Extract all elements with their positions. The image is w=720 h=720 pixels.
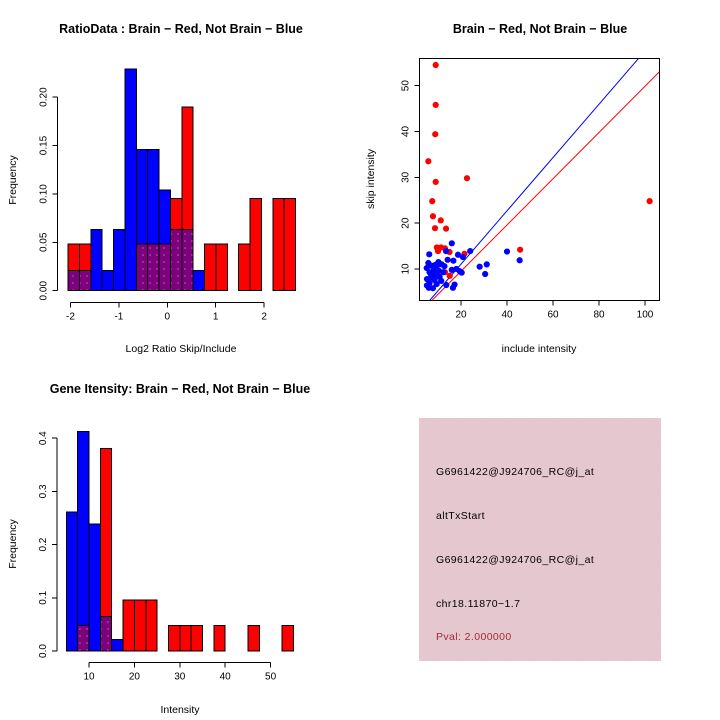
red-scatter-point [438, 217, 444, 223]
red-histogram-bar [146, 600, 157, 651]
x-tick-label: 0 [164, 311, 171, 323]
y-tick-label: 40 [400, 125, 412, 138]
red-scatter-point [435, 248, 441, 254]
red-scatter-point [429, 198, 435, 204]
y-tick-label: 0.4 [38, 431, 49, 446]
blue-scatter-point [441, 263, 447, 269]
blue-scatter-point [467, 248, 473, 254]
overlap-histogram-bar [136, 244, 147, 290]
red-fit-line [432, 72, 659, 300]
red-scatter-point [464, 175, 470, 181]
overlap-histogram-bar [100, 616, 111, 651]
event-type-label: altTxStart [436, 510, 485, 522]
red-scatter-point [430, 213, 436, 219]
red-histogram-bar [216, 244, 227, 290]
blue-scatter-point [477, 264, 483, 270]
probe-id-bottom: G6961422@J924706_RC@j_at [436, 554, 595, 566]
y-tick-label: 0.15 [38, 135, 50, 156]
y-tick-label: 20 [400, 217, 412, 229]
chart-title: Gene Itensity: Brain − Red, Not Brain − Blue [49, 382, 311, 396]
x-tick-label: 20 [128, 671, 140, 683]
blue-scatter-point [426, 285, 432, 291]
probe-id-top: G6961422@J924706_RC@j_at [436, 466, 595, 478]
red-scatter-point [432, 131, 438, 137]
chart-title: RatioData : Brain − Red, Not Brain − Blue [59, 22, 303, 36]
blue-scatter-point [435, 259, 441, 265]
y-tick-label: 0.00 [38, 280, 50, 301]
red-scatter-point [433, 179, 439, 185]
pval-label: Pval: 2.000000 [436, 631, 512, 643]
blue-scatter-point [460, 254, 466, 260]
blue-scatter-point [443, 248, 449, 254]
blue-histogram-bar [78, 431, 89, 651]
red-scatter-point [433, 102, 439, 108]
red-histogram-bar [282, 625, 293, 651]
red-histogram-bar [123, 600, 134, 651]
blue-scatter-point [449, 240, 455, 246]
x-tick-label: -1 [114, 311, 124, 323]
blue-histogram-bar [193, 270, 204, 290]
y-tick-label: 0.0 [38, 644, 49, 658]
y-tick-label: 0.3 [38, 484, 49, 499]
blue-scatter-point [459, 270, 465, 276]
gene-intensity-histogram [7, 382, 310, 716]
blue-scatter-point [504, 248, 510, 254]
red-histogram-bar [214, 625, 225, 651]
x-tick-label: 80 [593, 309, 605, 321]
blue-histogram-bar [114, 230, 125, 291]
info-panel [419, 418, 661, 661]
red-histogram-bar [180, 625, 191, 651]
red-histogram-bar [168, 625, 179, 651]
blue-scatter-point [517, 257, 523, 263]
blue-scatter-point [450, 258, 456, 264]
red-histogram-bar [191, 625, 202, 651]
y-tick-label: 0.05 [38, 232, 50, 253]
red-histogram-bar [248, 625, 259, 651]
x-axis-title: Intensity [160, 704, 200, 716]
x-tick-label: 30 [174, 671, 186, 683]
blue-scatter-point [425, 260, 431, 266]
y-tick-label: 0.1 [38, 590, 49, 605]
blue-histogram-bar [125, 69, 136, 291]
blue-fit-line [430, 58, 639, 300]
red-histogram-bar [273, 199, 284, 291]
plot-box [419, 58, 659, 300]
blue-histogram-bar [112, 639, 123, 651]
red-histogram-bar [250, 199, 261, 291]
overlap-histogram-bar [170, 230, 181, 291]
x-axis-title: Log2 Ratio Skip/Include [125, 343, 237, 355]
locus-label: chr18.11870−1.7 [436, 598, 521, 610]
y-axis-title: Frequency [7, 519, 19, 569]
blue-scatter-point [429, 270, 435, 276]
overlap-histogram-bar [159, 244, 170, 290]
red-histogram-bar [205, 244, 216, 290]
ratio-data-histogram [7, 22, 303, 355]
blue-scatter-point [426, 251, 432, 257]
red-histogram-bar [239, 244, 250, 290]
blue-scatter-point [482, 271, 488, 277]
red-scatter-point [443, 226, 449, 232]
red-histogram-bar [284, 199, 295, 291]
x-tick-label: 60 [547, 309, 559, 321]
blue-scatter-point [484, 261, 490, 267]
x-tick-label: 20 [455, 309, 467, 321]
y-tick-label: 0.2 [38, 537, 49, 552]
red-scatter-point [425, 158, 431, 164]
y-tick-label: 0.10 [38, 184, 50, 204]
blue-scatter-point [443, 282, 449, 288]
blue-histogram-bar [102, 270, 113, 290]
red-scatter-point [647, 198, 653, 204]
x-tick-label: 10 [83, 671, 95, 683]
x-tick-label: 100 [636, 309, 654, 321]
blue-scatter-point [451, 281, 457, 287]
blue-histogram-bar [91, 230, 102, 291]
x-tick-label: -2 [66, 311, 75, 323]
x-tick-label: 1 [212, 311, 219, 323]
blue-histogram-bar [89, 524, 100, 651]
overlap-histogram-bar [68, 270, 79, 290]
x-tick-label: 2 [261, 311, 267, 323]
red-histogram-bar [134, 600, 145, 651]
chart-title: Brain − Red, Not Brain − Blue [452, 22, 628, 36]
y-tick-label: 30 [400, 171, 412, 183]
y-tick-label: 50 [400, 80, 412, 92]
overlap-histogram-bar [148, 244, 159, 290]
x-tick-label: 40 [501, 309, 513, 321]
red-scatter-point [517, 247, 523, 253]
overlap-histogram-bar [78, 625, 89, 651]
y-tick-label: 10 [400, 263, 412, 275]
overlap-histogram-bar [182, 230, 193, 291]
x-axis-title: include intensity [501, 343, 577, 355]
y-axis-title: skip intensity [365, 148, 377, 210]
blue-scatter-point [445, 257, 451, 263]
y-tick-label: 0.20 [38, 87, 50, 107]
x-tick-label: 40 [219, 671, 231, 683]
x-tick-label: 50 [265, 671, 277, 683]
intensity-scatter [365, 22, 659, 355]
overlap-histogram-bar [79, 270, 90, 290]
y-axis-title: Frequency [7, 155, 19, 205]
blue-histogram-bar [66, 512, 77, 651]
red-scatter-point [433, 62, 439, 68]
red-scatter-point [432, 225, 438, 231]
